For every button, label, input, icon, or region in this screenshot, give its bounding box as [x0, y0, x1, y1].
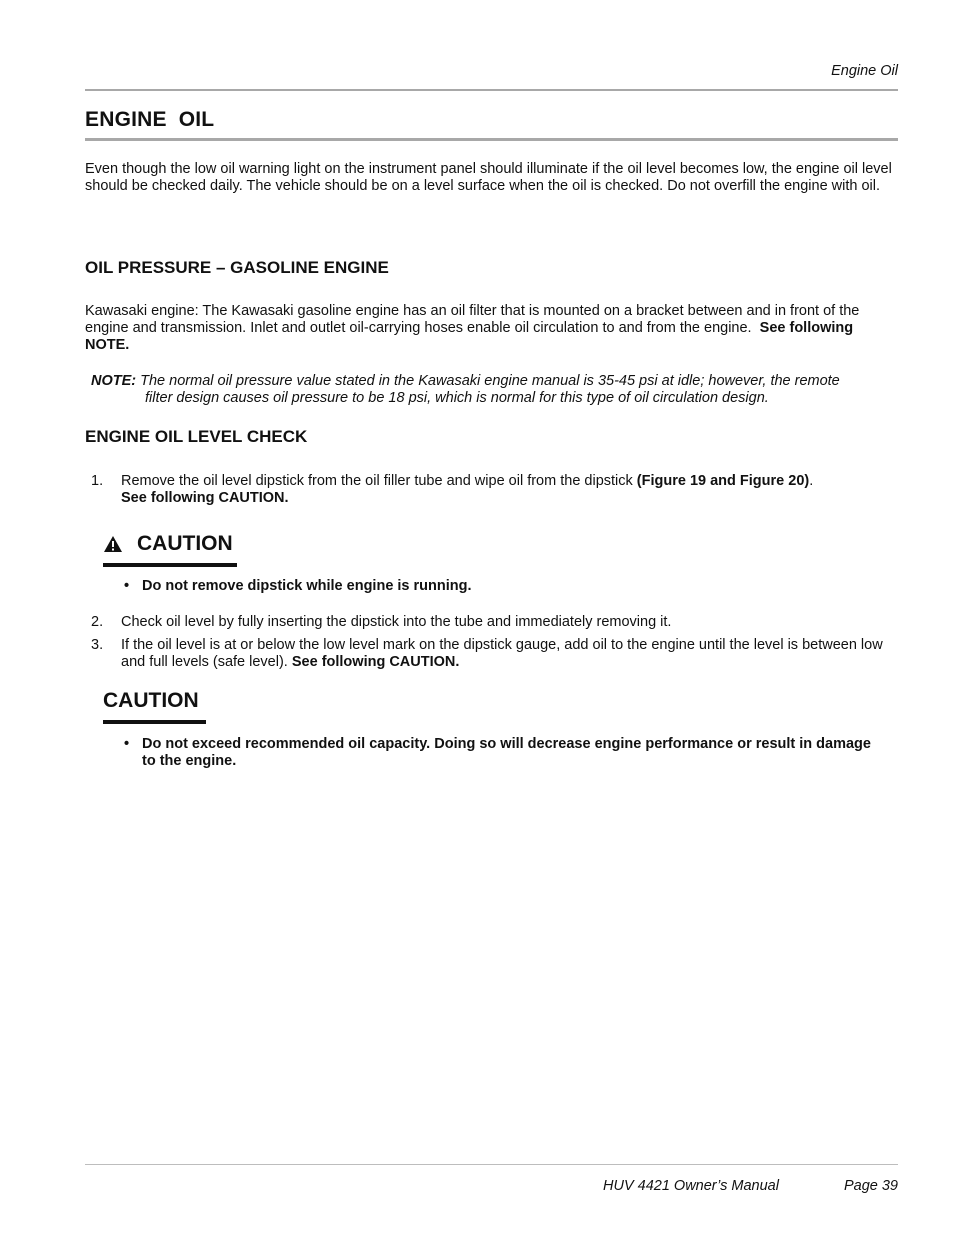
caution-1-bullet-text: Do not remove dipstick while engine is running. — [142, 578, 472, 594]
list-item-step-2 — [85, 614, 897, 631]
note-label: NOTE: — [91, 373, 137, 389]
caution-rule-2 — [103, 720, 206, 724]
oil-pressure-note-ref: See following NOTE. — [85, 320, 854, 353]
caution-1-bullet — [124, 578, 876, 595]
intro-paragraph: Even though the low oil warning light on the instrument panel should illuminate if the oil level becomes low, the engine oil level should be checked daily. The vehicle should be on a level surface when the oil is checked. Do not overfill the engine with oil. — [85, 161, 892, 194]
oil-pressure-body: Kawasaki engine: The Kawasaki gasoline engine has an oil filter that is mounted on a bracket between and in front of the engine and transmission. Inlet and outlet oil-carrying hoses enable oil circulation to and from the engine. — [85, 303, 860, 336]
oil-pressure-heading: OIL PRESSURE – GASOLINE ENGINE — [85, 258, 389, 277]
step-3-text: If the oil level is at or below the low level mark on the dipstick gauge, add oil to the engine until the level is between low and full levels (safe level). — [121, 637, 883, 670]
footer-rule — [85, 1164, 898, 1165]
step-3-caution-ref: See following CAUTION. — [291, 654, 460, 670]
page-title-word-1: ENGINE — [85, 108, 167, 131]
title-rule — [85, 138, 898, 141]
caution-heading-1 — [103, 532, 233, 556]
footer-page-number: Page 39 — [843, 1178, 898, 1194]
caution-title-2: CAUTION — [103, 689, 199, 712]
bullet-dot: • — [124, 736, 130, 752]
step-1-text: Remove the oil level dipstick from the oil filler tube and wipe oil from the dipstick — [121, 473, 637, 489]
warning-triangle-icon — [103, 535, 123, 553]
step-1-caution-ref: See following CAUTION. — [121, 490, 289, 506]
caution-rule-1 — [103, 563, 237, 567]
step-1-figure-ref: (Figure 19 and Figure 20) — [636, 473, 810, 489]
note-line-1: The normal oil pressure value stated in the Kawasaki engine manual is 35-45 psi at idle; however, the remote — [140, 373, 840, 389]
caution-2-bullet — [124, 736, 876, 770]
running-header: Engine Oil — [831, 63, 898, 79]
header-rule — [85, 89, 898, 91]
step-2-text: Check oil level by fully inserting the dipstick into the tube and immediately removing it. — [121, 614, 672, 630]
step-3-number: 3. — [91, 637, 104, 653]
note-block — [91, 373, 897, 407]
bullet-dot: • — [124, 578, 130, 594]
step-1-number: 1. — [91, 473, 104, 489]
caution-2-bullet-text: Do not exceed recommended oil capacity. Doing so will decrease engine performance or result in damage to the engine. — [142, 736, 871, 769]
list-item-step-3 — [85, 637, 897, 671]
oil-pressure-paragraph — [85, 303, 897, 354]
level-check-heading: ENGINE OIL LEVEL CHECK — [85, 427, 308, 446]
caution-heading-2 — [103, 689, 199, 713]
page-title — [85, 108, 214, 132]
caution-title-1: CAUTION — [137, 532, 233, 555]
list-item-step-1 — [85, 473, 897, 507]
note-line-2: filter design causes oil pressure to be 18 psi, which is normal for this type of oil circulation design. — [145, 390, 769, 406]
footer-manual-title: HUV 4421 Owner’s Manual — [603, 1178, 779, 1194]
page-title-word-2: OIL — [178, 108, 215, 131]
step-2-number: 2. — [91, 614, 104, 630]
step-1-period: . — [809, 473, 814, 489]
